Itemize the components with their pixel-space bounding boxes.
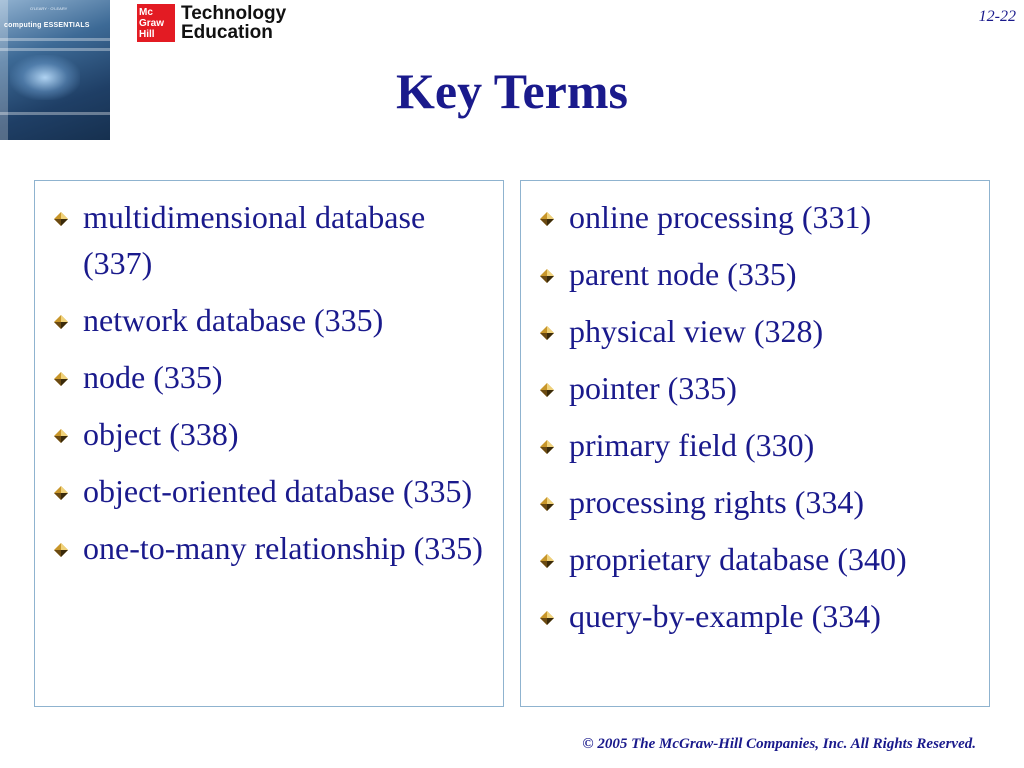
term-text: proprietary database (340)	[569, 541, 907, 577]
cover-authors: O'LEARY · O'LEARY	[30, 6, 68, 11]
term-item	[35, 525, 503, 571]
slide-number: 12-22	[978, 8, 1016, 25]
term-item	[521, 365, 989, 411]
diamond-bullet-icon	[53, 485, 69, 501]
term-text: parent node (335)	[569, 256, 797, 292]
diamond-bullet-icon	[53, 211, 69, 227]
term-text: multidimensional database (337)	[83, 199, 426, 281]
diamond-bullet-icon	[53, 371, 69, 387]
term-text: object-oriented database (335)	[83, 473, 473, 509]
right-terms-panel	[520, 180, 990, 707]
term-text: online processing (331)	[569, 199, 872, 235]
diamond-bullet-icon	[539, 382, 555, 398]
term-text: physical view (328)	[569, 313, 824, 349]
diamond-bullet-icon	[53, 314, 69, 330]
right-term-list	[521, 181, 989, 639]
term-item	[521, 251, 989, 297]
term-item	[35, 297, 503, 343]
left-term-list	[35, 181, 503, 571]
diamond-bullet-icon	[539, 268, 555, 284]
term-item	[521, 479, 989, 525]
logo-mark-line: Graw	[139, 17, 165, 29]
term-item	[521, 422, 989, 468]
diamond-bullet-icon	[539, 610, 555, 626]
diamond-bullet-icon	[539, 211, 555, 227]
term-text: network database (335)	[83, 302, 384, 338]
term-text: pointer (335)	[569, 370, 737, 406]
term-text: one-to-many relationship (335)	[83, 530, 483, 566]
term-text: object (338)	[83, 416, 239, 452]
logo-text-line: Education	[181, 22, 273, 43]
diamond-bullet-icon	[539, 325, 555, 341]
term-text: primary field (330)	[569, 427, 815, 463]
diamond-bullet-icon	[53, 542, 69, 558]
term-item	[521, 593, 989, 639]
left-terms-panel	[34, 180, 504, 707]
logo-text	[181, 4, 286, 42]
diamond-bullet-icon	[53, 428, 69, 444]
cover-stripe	[0, 48, 110, 51]
term-item	[35, 411, 503, 457]
logo-mark	[137, 4, 175, 42]
term-item	[521, 194, 989, 240]
diamond-bullet-icon	[539, 496, 555, 512]
term-text: node (335)	[83, 359, 223, 395]
diamond-bullet-icon	[539, 439, 555, 455]
term-item	[35, 468, 503, 514]
term-item	[35, 194, 503, 286]
term-text: query-by-example (334)	[569, 598, 881, 634]
logo-mark-line: Mc	[139, 6, 153, 18]
term-item	[521, 536, 989, 582]
cover-stripe	[0, 38, 110, 41]
term-text: processing rights (334)	[569, 484, 865, 520]
cover-title: computing ESSENTIALS	[4, 22, 90, 29]
publisher-logo	[137, 3, 286, 43]
term-item	[35, 354, 503, 400]
slide-title: Key Terms	[396, 63, 628, 119]
logo-mark-line: Hill	[139, 28, 155, 40]
term-item	[521, 308, 989, 354]
diamond-bullet-icon	[539, 553, 555, 569]
logo-text-line: Technology	[181, 3, 287, 24]
copyright-footer: © 2005 The McGraw-Hill Companies, Inc. All Rights Reserved.	[582, 736, 976, 752]
